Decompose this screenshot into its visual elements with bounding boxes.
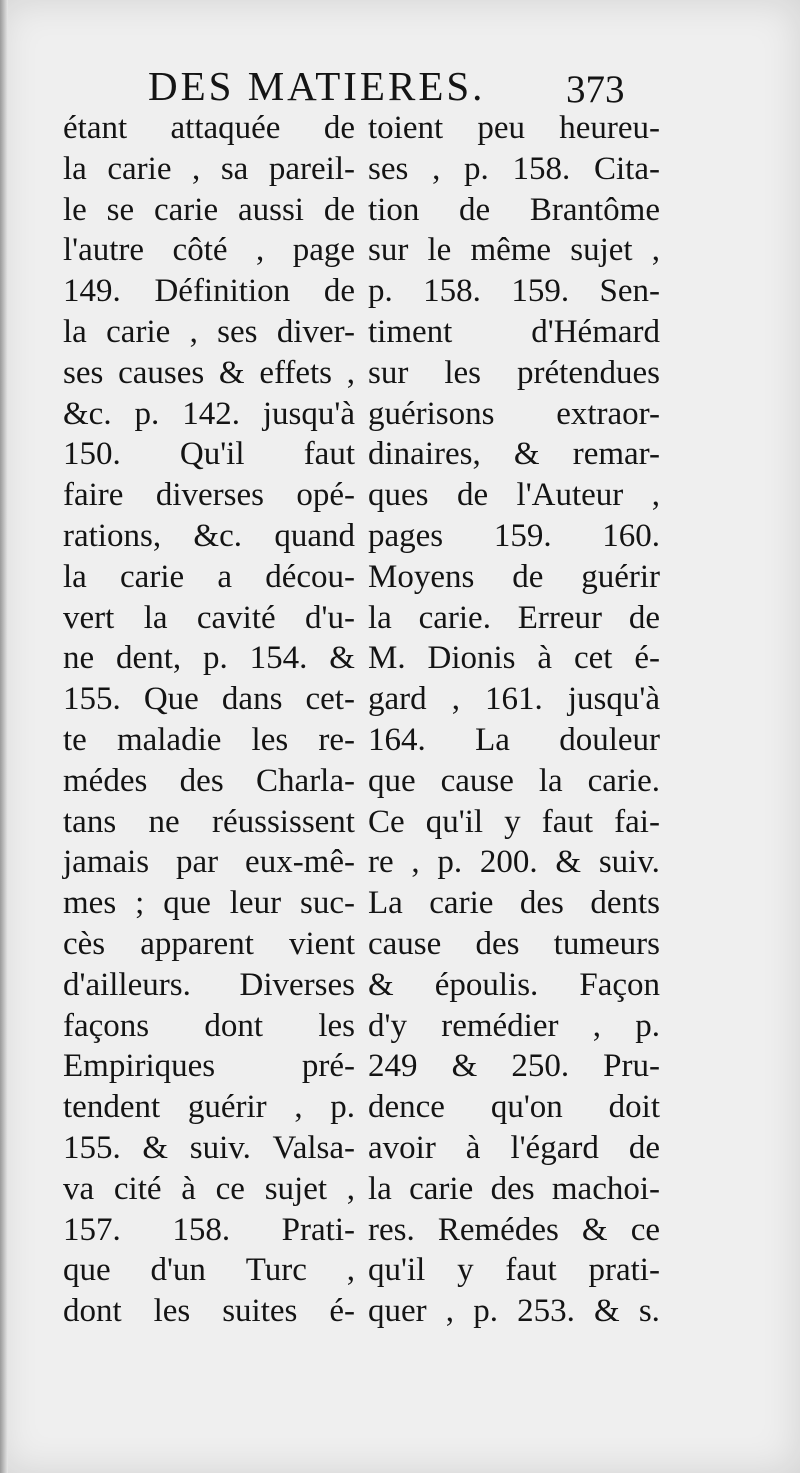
text-word: des — [475, 925, 520, 962]
text-word: Ce — [368, 803, 405, 840]
text-word: a — [217, 558, 232, 595]
text-word: Pru- — [603, 1048, 660, 1085]
text-word: des — [490, 1170, 535, 1207]
text-word: extraor- — [556, 395, 660, 432]
text-word: sa — [220, 150, 249, 187]
text-word: la — [368, 1170, 392, 1207]
text-word: carie — [409, 1170, 474, 1207]
text-word: les — [251, 721, 289, 758]
text-line — [368, 1169, 660, 1210]
text-word: remédier — [441, 1007, 559, 1044]
text-word: 155. — [63, 1129, 121, 1166]
text-word: , — [255, 232, 265, 269]
text-word: carie — [429, 885, 494, 922]
text-word: cause — [440, 762, 514, 799]
text-word: des — [179, 762, 224, 799]
text-word: de — [323, 273, 355, 310]
text-word: &c. — [193, 517, 242, 554]
text-line — [368, 108, 660, 149]
text-word: ; — [135, 885, 145, 922]
text-word: carie — [120, 558, 185, 595]
page-number: 373 — [566, 68, 625, 111]
text-word: douleur — [559, 721, 660, 758]
text-word: peu — [477, 110, 526, 146]
text-word: 250. — [511, 1048, 570, 1085]
text-word: , — [432, 150, 441, 187]
text-word: Valsa- — [272, 1129, 355, 1166]
text-line — [63, 475, 355, 516]
text-word: guérisons — [368, 395, 495, 432]
text-word: dont — [204, 1007, 264, 1044]
text-line — [368, 516, 660, 557]
text-line — [63, 149, 355, 190]
text-line — [368, 271, 660, 312]
text-word: attaquée — [170, 110, 281, 146]
text-line — [368, 312, 660, 353]
text-word: opé- — [296, 477, 355, 514]
text-word: y — [457, 1252, 474, 1289]
text-word: d'ailleurs. — [63, 966, 191, 1003]
text-word: dent, — [116, 640, 182, 677]
text-word: faut — [303, 436, 355, 473]
text-word: l'égard — [510, 1129, 599, 1166]
text-line — [368, 1046, 660, 1087]
text-word: la — [63, 313, 87, 350]
text-word: vert — [63, 599, 115, 636]
text-word: la — [368, 599, 392, 636]
text-word: que — [368, 762, 416, 799]
text-line — [63, 802, 355, 843]
text-word: , — [445, 1293, 455, 1330]
text-word: suc- — [300, 885, 355, 922]
text-word: qu'il — [425, 803, 484, 840]
text-word: Charla- — [256, 762, 355, 799]
text-word: 158. — [172, 1211, 231, 1248]
text-word: va — [63, 1170, 95, 1207]
text-word: de — [456, 477, 489, 514]
running-head-title: DES MATIERES. — [148, 63, 486, 109]
text-word: de — [628, 1129, 660, 1166]
text-word: é- — [329, 1293, 355, 1330]
text-word: Turc — [245, 1252, 307, 1289]
text-word: , — [651, 232, 660, 269]
text-word: faut — [541, 803, 594, 840]
text-word: re — [368, 844, 394, 881]
text-word: p. — [473, 1293, 498, 1330]
text-line — [63, 190, 355, 231]
text-line — [368, 965, 660, 1006]
text-word: ce — [630, 1211, 660, 1248]
text-word: Cita- — [593, 150, 660, 187]
text-word: rations, — [63, 517, 162, 554]
text-word: la — [63, 150, 87, 187]
text-word: pré- — [301, 1048, 355, 1085]
text-word: époulis. — [434, 966, 539, 1003]
text-word: & — [513, 436, 540, 473]
text-word: maladie — [116, 721, 222, 758]
text-word: machoi- — [551, 1170, 660, 1207]
text-word: La — [475, 721, 510, 758]
text-word: carie — [154, 191, 219, 228]
text-word: toient — [368, 110, 444, 146]
text-line — [63, 1210, 355, 1251]
text-line — [368, 394, 660, 435]
text-word: Diverses — [239, 966, 355, 1003]
text-word: & — [451, 1048, 478, 1085]
text-word: doit — [608, 1089, 660, 1126]
text-line — [63, 1169, 355, 1210]
text-word: que — [63, 1252, 111, 1289]
text-word: prétendues — [517, 354, 660, 391]
text-line — [368, 1210, 660, 1251]
text-word: Dionis — [427, 640, 516, 677]
text-line — [63, 434, 355, 475]
text-word: leur — [229, 885, 282, 922]
text-word: é- — [634, 640, 660, 677]
text-word: 158. — [512, 150, 571, 187]
text-word: 249 — [368, 1048, 418, 1085]
text-line — [368, 598, 660, 639]
text-line — [63, 312, 355, 353]
text-word: Sen- — [599, 273, 660, 310]
text-line — [368, 924, 660, 965]
text-word: les — [444, 354, 482, 391]
text-word: 149. — [63, 273, 121, 310]
text-word: Empiriques — [63, 1048, 216, 1085]
text-word: apparent — [140, 925, 254, 962]
text-line — [368, 353, 660, 394]
text-word: guérir — [581, 558, 660, 595]
text-word: vient — [289, 925, 355, 962]
text-word: & — [329, 640, 355, 677]
text-word: de — [628, 599, 660, 636]
text-word: , — [346, 1170, 355, 1207]
text-line — [368, 883, 660, 924]
text-word: & — [594, 1293, 620, 1330]
text-word: 154. — [249, 640, 308, 677]
text-word: carie — [107, 150, 172, 187]
text-word: ce — [215, 1170, 245, 1207]
text-word: Prati- — [281, 1211, 355, 1248]
text-word: , — [189, 313, 198, 350]
text-line — [63, 353, 355, 394]
text-word: par — [176, 844, 219, 881]
text-word: avoir — [368, 1129, 436, 1166]
text-word: le — [427, 232, 452, 269]
text-word: 253. — [517, 1293, 575, 1330]
text-word: jusqu'à — [567, 681, 660, 718]
text-word: jamais — [63, 844, 150, 881]
text-word: l'Auteur — [516, 477, 624, 514]
text-word: & — [368, 966, 394, 1003]
text-word: cès — [63, 925, 106, 962]
text-line — [368, 1087, 660, 1128]
text-word: eux-mê- — [245, 844, 355, 881]
text-word: suites — [222, 1293, 298, 1330]
text-word: dence — [368, 1089, 445, 1126]
text-line — [368, 149, 660, 190]
text-line — [63, 108, 355, 149]
text-word: p. — [330, 1089, 355, 1126]
text-word: mes — [63, 885, 117, 922]
text-word: Erreur — [517, 599, 603, 636]
text-word: res. — [368, 1211, 415, 1248]
text-word: ques — [368, 477, 429, 514]
text-word: de — [512, 558, 544, 595]
text-word: timent — [368, 313, 453, 350]
text-word: Remédes — [437, 1211, 559, 1248]
text-word: p. — [635, 1007, 660, 1044]
text-word: p. — [368, 273, 393, 310]
text-word: à — [537, 640, 553, 677]
text-word: p. — [203, 640, 228, 677]
text-line — [63, 1128, 355, 1169]
text-word: de — [323, 110, 355, 146]
text-word: cet — [573, 640, 613, 677]
text-word: qu'on — [490, 1089, 563, 1126]
text-word: aussi — [237, 191, 304, 228]
right-text-column — [368, 108, 660, 1332]
text-word: qu'il — [368, 1252, 426, 1289]
text-word: décou- — [265, 558, 355, 595]
text-word: , — [651, 477, 660, 514]
text-line — [368, 434, 660, 475]
text-word: pages — [368, 517, 444, 554]
text-word: dans — [221, 681, 283, 718]
text-word: diver- — [276, 313, 355, 350]
text-word: cavité — [196, 599, 276, 636]
text-line — [368, 475, 660, 516]
text-word: 159. — [511, 273, 570, 310]
text-line — [63, 761, 355, 802]
text-word: à — [181, 1170, 196, 1207]
text-line — [63, 557, 355, 598]
text-word: sur — [368, 232, 409, 269]
text-word: réussissent — [211, 803, 355, 840]
text-word: que — [163, 885, 211, 922]
text-line — [368, 679, 660, 720]
text-word: tendent — [63, 1089, 161, 1126]
text-word: M. — [368, 640, 406, 677]
text-word: Qu'il — [179, 436, 245, 473]
text-word: , — [592, 1007, 601, 1044]
text-line — [63, 638, 355, 679]
text-word: causes — [118, 354, 205, 391]
text-word: d'y — [368, 1007, 407, 1044]
text-word: sujet — [264, 1170, 328, 1207]
text-word: ses — [63, 354, 104, 391]
text-word: sur — [368, 354, 409, 391]
text-word: sujet — [570, 232, 633, 269]
text-word: & — [555, 844, 582, 881]
text-line — [63, 1046, 355, 1087]
text-word: gard — [368, 681, 427, 718]
text-word: les — [318, 1007, 355, 1044]
text-word: étant — [63, 110, 128, 146]
text-word: la — [538, 762, 563, 799]
text-word: 142. — [182, 395, 240, 432]
text-word: , — [451, 681, 460, 718]
text-line — [368, 1006, 660, 1047]
text-word: guérir — [187, 1089, 267, 1126]
text-line — [63, 924, 355, 965]
text-line — [368, 230, 660, 271]
text-word: tumeurs — [553, 925, 660, 962]
text-word: 157. — [63, 1211, 121, 1248]
text-word: & — [218, 354, 245, 391]
text-word: p. — [134, 395, 160, 432]
text-word: 164. — [368, 721, 426, 758]
text-word: 159. — [493, 517, 552, 554]
text-word: ne — [63, 640, 95, 677]
text-word: d'u- — [305, 599, 355, 636]
running-head — [0, 62, 800, 112]
text-word: y — [504, 803, 521, 840]
text-word: tion — [368, 191, 420, 228]
text-word: quand — [274, 517, 355, 554]
text-line — [63, 679, 355, 720]
text-word: à — [465, 1129, 481, 1166]
text-word: quer — [368, 1293, 427, 1330]
text-word: cet- — [305, 681, 355, 718]
text-line — [63, 1291, 355, 1332]
text-word: fai- — [614, 803, 660, 840]
text-word: d'Hémard — [531, 313, 660, 350]
text-word: p. — [437, 844, 463, 881]
text-word: dont — [63, 1293, 122, 1330]
text-word: les — [153, 1293, 191, 1330]
text-word: page — [292, 232, 355, 269]
text-word: dents — [590, 885, 660, 922]
text-word: Moyens — [368, 558, 475, 595]
text-word: côté — [172, 232, 228, 269]
text-word: te — [63, 721, 87, 758]
text-line — [368, 638, 660, 679]
text-word: médes — [63, 762, 148, 799]
text-word: ses — [368, 150, 409, 187]
text-word: 158. — [423, 273, 481, 310]
text-word: & — [142, 1129, 169, 1166]
text-word: , — [346, 1252, 355, 1289]
text-line — [368, 720, 660, 761]
text-line — [63, 1006, 355, 1047]
text-word: re- — [318, 721, 355, 758]
text-line — [368, 1250, 660, 1291]
text-word: diverses — [155, 477, 264, 514]
page-spine-shadow — [0, 0, 8, 1473]
text-word: , — [411, 844, 420, 881]
text-line — [368, 1291, 660, 1332]
text-line — [63, 842, 355, 883]
text-line — [368, 761, 660, 802]
text-word: façons — [63, 1007, 150, 1044]
text-word: de — [323, 191, 355, 228]
text-word: carie. — [587, 762, 660, 799]
text-word: prati- — [588, 1252, 660, 1289]
text-word: Définition — [154, 273, 291, 310]
text-word: remar- — [572, 436, 660, 473]
text-word: la — [63, 558, 87, 595]
text-line — [63, 720, 355, 761]
text-word: Brantôme — [529, 191, 660, 228]
text-line — [368, 190, 660, 231]
text-word: ne — [148, 803, 180, 840]
text-word: carie. — [418, 599, 491, 636]
text-word: dinaires, — [368, 436, 481, 473]
text-line — [368, 557, 660, 598]
text-word: des — [519, 885, 564, 922]
text-word: cause — [368, 925, 442, 962]
text-word: 200. — [479, 844, 538, 881]
text-line — [63, 516, 355, 557]
text-line — [368, 1128, 660, 1169]
text-word: suiv. — [598, 844, 660, 881]
text-word: jusqu'à — [262, 395, 355, 432]
text-word: faut — [505, 1252, 557, 1289]
text-word: tans — [63, 803, 117, 840]
text-word: suiv. — [189, 1129, 251, 1166]
text-word: l'autre — [63, 232, 145, 269]
text-word: &c. — [63, 395, 112, 432]
text-word: carie — [106, 313, 171, 350]
text-word: de — [459, 191, 491, 228]
text-line — [368, 802, 660, 843]
left-text-column — [63, 108, 355, 1332]
text-word: La — [368, 885, 403, 922]
text-line — [63, 965, 355, 1006]
text-word: 160. — [602, 517, 660, 554]
text-word: 161. — [485, 681, 543, 718]
text-line — [368, 842, 660, 883]
text-word: , — [346, 354, 355, 391]
text-word: ses — [217, 313, 258, 350]
text-word: 150. — [63, 436, 121, 473]
text-line — [63, 1087, 355, 1128]
text-word: & — [581, 1211, 608, 1248]
text-line — [63, 271, 355, 312]
text-word: même — [470, 232, 552, 269]
text-word: , — [192, 150, 201, 187]
text-line — [63, 230, 355, 271]
text-word: Que — [143, 681, 199, 718]
text-word: cité — [113, 1170, 162, 1207]
text-word: , — [294, 1089, 303, 1126]
text-word: d'un — [150, 1252, 206, 1289]
text-word: pareil- — [268, 150, 355, 187]
text-word: heureu- — [559, 110, 660, 146]
text-word: p. — [464, 150, 489, 187]
text-word: se — [106, 191, 135, 228]
text-line — [63, 394, 355, 435]
text-line — [63, 598, 355, 639]
text-word: le — [63, 191, 87, 228]
text-line — [63, 883, 355, 924]
text-word: Façon — [579, 966, 660, 1003]
text-word: faire — [63, 477, 124, 514]
text-word: s. — [638, 1293, 660, 1330]
text-word: effets — [259, 354, 332, 391]
text-word: 155. — [63, 681, 121, 718]
text-word: la — [143, 599, 168, 636]
text-line — [63, 1250, 355, 1291]
